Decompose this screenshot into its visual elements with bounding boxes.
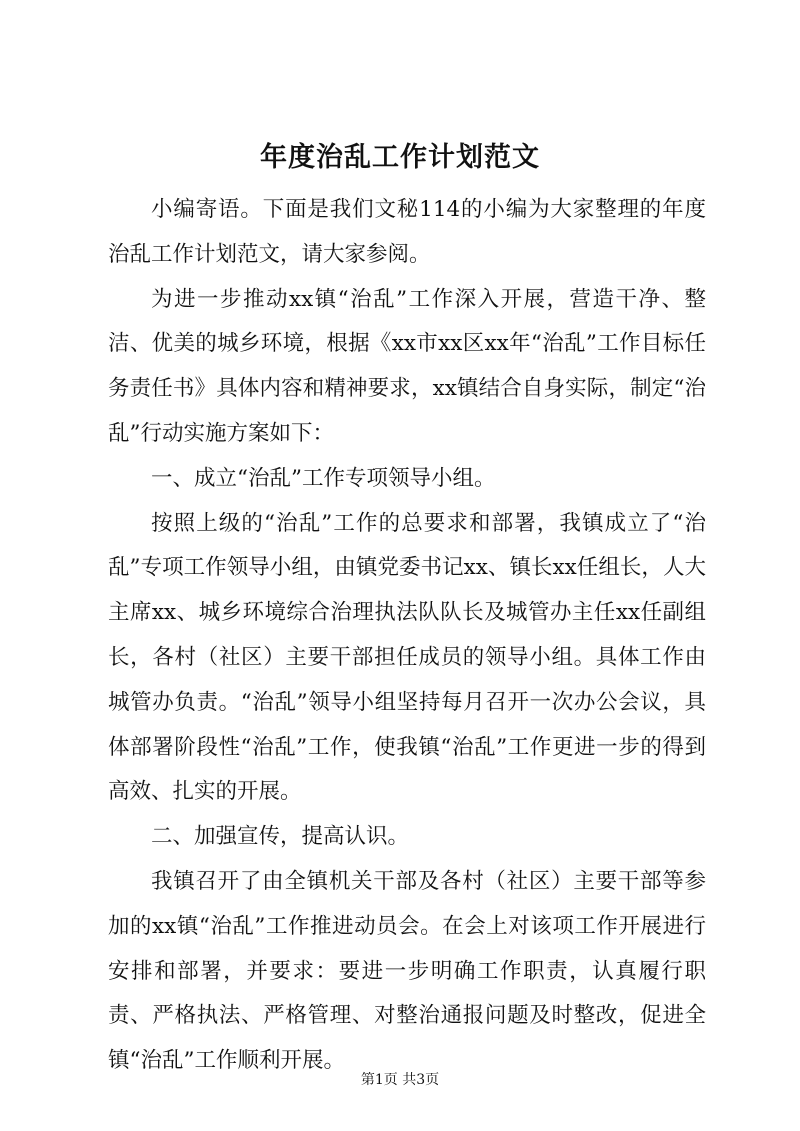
section-heading-1: 一、成立“治乱”工作专项领导小组。 [151, 465, 496, 491]
document-title: 年度治乱工作计划范文 [260, 142, 540, 173]
paragraph-leadership: 按照上级的“治乱”工作的总要求和部署，我镇成立了“治乱”专项工作领导小组，由镇党委书记xx、镇长xx任组长，人大主席xx、城乡环境综合治理执法队队长及城管办主任xx任副组长，各村（社区）主要干部担任成员的领导小组。具体工作由城管办负责。“治乱”领导小组坚持每月召开一次办公会议，具体部署阶段性“治乱”工作，使我镇“治乱”工作更进一步的得到高效、扎实的开展。 [108, 510, 706, 805]
section-heading-2: 二、加强宣传，提高认识。 [151, 824, 410, 850]
paragraph-publicity: 我镇召开了由全镇机关干部及各村（社区）主要干部等参加的xx镇“治乱”工作推进动员会。在会上对该项工作开展进行安排和部署，并要求：要进一步明确工作职责，认真履行职责、严格执法、严格管理、对整治通报问题及时整改，促进全镇“治乱”工作顺利开展。 [108, 868, 706, 1074]
document-body [108, 188, 706, 1084]
paragraph-intro: 小编寄语。下面是我们文秘114的小编为大家整理的年度治乱工作计划范文，请大家参阅。 [108, 197, 706, 267]
page-number-footer: 第1页 共3页 [360, 1072, 440, 1088]
paragraph-purpose: 为进一步推动xx镇“治乱”工作深入开展，营造干净、整洁、优美的城乡环境，根据《xx市xx区xx年“治乱”工作目标任务责任书》具体内容和精神要求，xx镇结合自身实际，制定“治乱”行动实施方案如下： [108, 286, 706, 446]
